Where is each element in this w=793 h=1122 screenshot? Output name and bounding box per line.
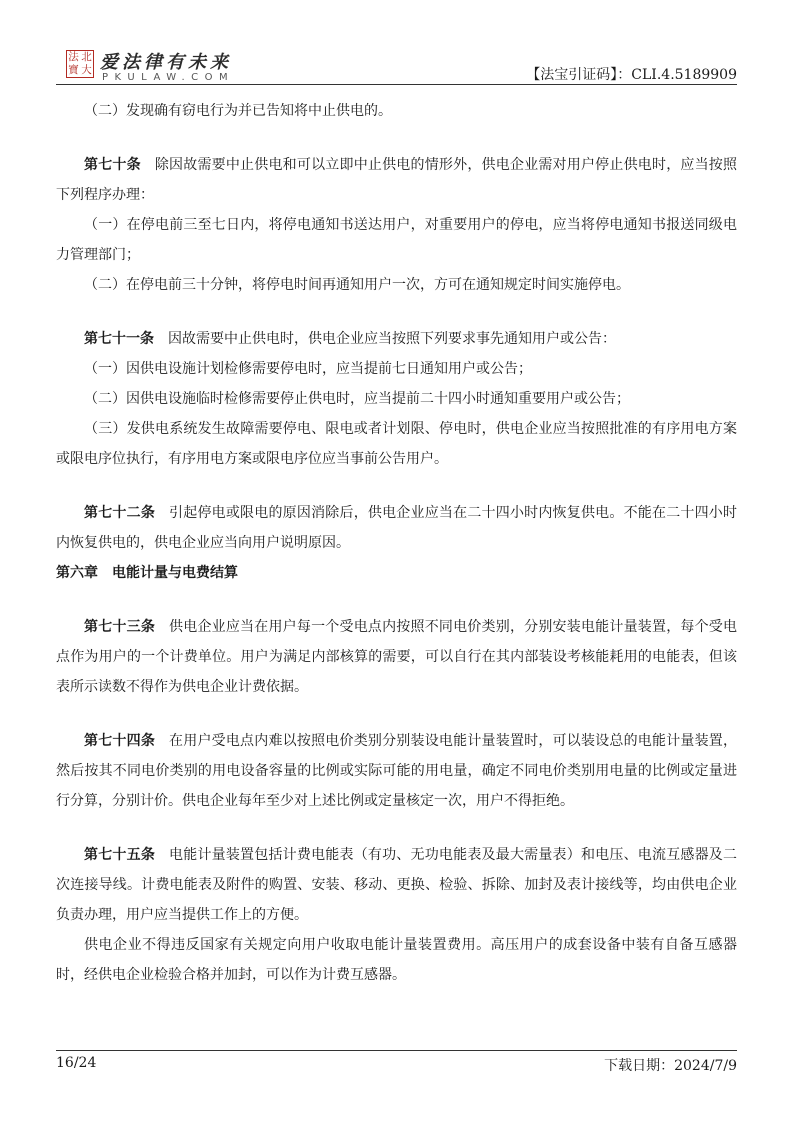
article-paragraph: 第七十一条 因故需要中止供电时，供电企业应当按照下列要求事先通知用户或公告：: [84, 331, 616, 347]
article-number: 第七十四条: [84, 733, 156, 749]
article-paragraph: 第七十条 除因故需要中止供电和可以立即中止供电的情形外，供电企业需对用户停止供电时，应当按照下列程序办理：: [56, 157, 738, 203]
article-paragraph: 第七十二条 引起停电或限电的原因消除后，供电企业应当在二十四小时内恢复供电。不能在二十四小时内恢复供电的，供电企业应当向用户说明原因。: [56, 505, 738, 551]
article-number: 第七十五条: [84, 847, 156, 863]
page-header: [56, 44, 737, 84]
article-paragraph: 第七十四条 在用户受电点内难以按照电价类别分别装设电能计量装置时，可以装设总的电能计量装置，然后按其不同电价类别的用电设备容量的比例或实际可能的用电量，确定不同电价类别用电量的比例或定量进行分算，分别计价。供电企业每年至少对上述比例或定量核定一次，用户不得拒绝。: [56, 733, 738, 809]
clause-paragraph: 供电企业不得违反国家有关规定向用户收取电能计量装置费用。高压用户的成套设备中装有自备互感器时，经供电企业检验合格并加封，可以作为计费互感器。: [56, 937, 737, 983]
download-date: 下载日期：2024/7/9: [604, 1058, 737, 1074]
article-number: 第七十一条: [84, 331, 154, 347]
header-divider: [56, 84, 737, 85]
chapter-title: 第六章 电能计量与电费结算: [56, 565, 238, 581]
article-number: 第七十条: [84, 157, 141, 173]
clause-paragraph: （二）发现确有窃电行为并已告知将中止供电的。: [84, 103, 392, 119]
citation-code: 【法宝引证码】：CLI.4.5189909: [526, 67, 737, 83]
seal-icon: 法 北 寶 大: [66, 50, 94, 78]
clause-paragraph: （一）因供电设施计划检修需要停电时，应当提前七日通知用户或公告；: [84, 361, 532, 377]
clause-paragraph: （三）发供电系统发生故障需要停电、限电或者计划限、停电时，供电企业应当按照批准的有序用电方案或限电序位执行，有序用电方案或限电序位应当事前公告用户。: [56, 421, 737, 467]
clause-paragraph: （二）在停电前三十分钟，将停电时间再通知用户一次，方可在通知规定时间实施停电。: [84, 277, 630, 293]
document-body: [56, 96, 737, 990]
article-number: 第七十二条: [84, 505, 156, 521]
article-paragraph: 第七十三条 供电企业应当在用户每一个受电点内按照不同电价类别，分别安装电能计量装置，每个受电点作为用户的一个计费单位。用户为满足内部核算的需要，可以自行在其内部装设考核能耗用的电能表，但该表所示读数不得作为供电企业计费依据。: [56, 619, 738, 695]
clause-paragraph: （二）因供电设施临时检修需要停止供电时，应当提前二十四小时通知重要用户或公告；: [84, 391, 630, 407]
article-number: 第七十三条: [84, 619, 156, 635]
brand-slogan: 爱法律有未来: [100, 52, 232, 73]
page-number: 16/24: [56, 1055, 97, 1071]
clause-paragraph: （一）在停电前三至七日内，将停电通知书送达用户，对重要用户的停电，应当将停电通知书报送同级电力管理部门；: [56, 217, 737, 263]
footer-divider: [56, 1050, 737, 1051]
article-paragraph: 第七十五条 电能计量装置包括计费电能表（有功、无功电能表及最大需量表）和电压、电流互感器及二次连接导线。计费电能表及附件的购置、安装、移动、更换、检验、拆除、加封及表计接线等，均由供电企业负责办理，用户应当提供工作上的方便。: [56, 847, 738, 923]
brand-domain: PKULAW.COM: [102, 72, 235, 83]
